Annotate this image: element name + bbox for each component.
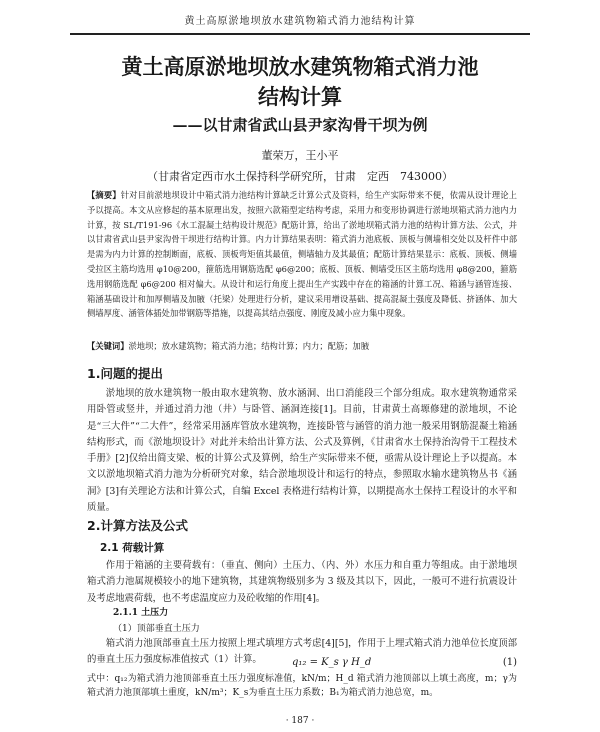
section-2-1-heading: 2.1 荷载计算 bbox=[100, 542, 165, 554]
section-2-1-paragraph: 作用于箱涵的主要荷载有：（垂直、侧向）土压力、（内、外）水压力和自重力等组成。由于淤地坝箱式消力池属规模较小的地下建筑物，其建筑物级别多为 3 级及其以下，因此，一般可不进行抗震设计及考虑地震荷载，也不考虑温度应力及砼收缩的作用[4]。 bbox=[87, 560, 517, 604]
section-1-heading: 1.问题的提出 bbox=[87, 366, 163, 381]
authors: 董荣万，王小平 bbox=[261, 149, 339, 162]
paper-title bbox=[0, 52, 600, 112]
section-2-1-1-paragraph: 箱式消力池顶部垂直土压力按照上埋式填埋方式考虑[4][5]，作用于上埋式箱式消力池单位长度顶部的垂直土压力强度标准值按式（1）计算。 bbox=[87, 638, 517, 666]
section-2-1-1-heading: 2.1.1 土压力 bbox=[113, 608, 169, 618]
keywords bbox=[87, 339, 517, 353]
equation-body: q₁₂ = K_s γ H_d bbox=[292, 657, 372, 668]
title-line-1: 黄土高原淤地坝放水建筑物箱式消力池 bbox=[121, 55, 479, 79]
equation-number: (1) bbox=[502, 657, 517, 668]
equation-1 bbox=[87, 657, 517, 673]
definitions-paragraph: 式中：q₁₂为箱式消力池顶部垂直土压力强度标准值，kN/m；H_d 箱式消力池顶部以上填土高度，m；γ为箱式消力池顶部填土重度，kN/m³；K_s为垂直土压力系数；B₁为箱式消力池总宽，m。 bbox=[87, 674, 517, 698]
abstract bbox=[87, 188, 517, 321]
paper-subtitle: ——以甘肃省武山县尹家沟骨干坝为例 bbox=[172, 116, 428, 134]
keywords-label: 【关键词】 bbox=[87, 341, 129, 351]
header-rule bbox=[70, 33, 530, 35]
affiliation: （甘肃省定西市水土保持科学研究所，甘肃 定西 743000） bbox=[147, 170, 453, 183]
running-head: 黄土高原淤地坝放水建筑物箱式消力池结构计算 bbox=[184, 16, 416, 27]
page-number: · 187 · bbox=[285, 716, 315, 726]
keywords-text: 淤地坝；放水建筑物；箱式消力池；结构计算；内力；配筋；加腋 bbox=[128, 341, 370, 351]
title-line-2: 结构计算 bbox=[258, 85, 342, 109]
list-item: （1）顶部垂直土压力 bbox=[113, 624, 200, 634]
abstract-label: 【摘要】 bbox=[87, 190, 121, 200]
section-2-heading: 2.计算方法及公式 bbox=[87, 518, 188, 533]
abstract-text: 针对目前淤地坝设计中箱式消力池结构计算缺乏计算公式及资料，给生产实际带来不便，依需从设计理论上予以提高。本文从应修起的基本原理出发，按照六款箱型定结构考虑，采用力和变形协调进行淤地坝箱式消力池内力计算，按 SL/T191-96《水工混凝土结构设计规范》配筋计算，给出了淤地坝箱式消力池的结构计算方法、公式，并以甘肃省武山县尹家沟骨干坝进行结构计算。内力计算结果表明：箱式消力池底板、顶板与侧墙相交处以及杆件中部是需为内力计算的控制断面，底板、顶板弯矩值其最值，侧墙轴力及其最值；配筋计算结果显示：底板、顶板、侧墙受拉区主筋均选用 φ10@200，箍筋选用钢筋选配 φ6@200；底板、顶板、侧墙受压区主筋均选用 φ8@200，箍筋选用钢筋选配 φ6@200 相对偏大。从设计和运行角度上提出生产实践中存在的箱涵的计算工况、箱涵与涵管连接、箱涵基础设计和加厚侧墙及加腋（托梁）处理进行分析，建议采用增设基础、提高混凝土强度及降低、挤涵体、加大侧墙厚度、涵管体插处加带钢筋等措施，以提高其结点强度、刚度及减小应力集中现象。 bbox=[87, 190, 517, 319]
section-1-paragraph: 淤地坝的放水建筑物一般由取水建筑物、放水涵洞、出口消能段三个部分组成。取水建筑物通常采用卧管或竖井，并通过消力池（井）与卧管、涵洞连接[1]。目前，甘肃黄土高塬修建的淤地坝，不论是“三大件”“二大件”，经常采用涵库管放水建筑物，连接卧管与涵管的消力池一般采用钢筋混凝土箱涵结构形式，而《淤地坝设计》对此并未给出计算方法、公式及算例，《甘肃省水土保持治沟骨干工程技术手册》[2]仅给出简支梁、板的计算公式及算例，给生产实际带来不便，亟需从设计理论上予以提高。本文以淤地坝箱式消力池为分析研究对象，结合淤地坝设计和运行的特点，参照取水输水建筑物丛书《涵洞》[3]有关理论方法和计算公式，自编 Excel 表格进行结构计算，以期提高水土保持工程设计的水平和质量。 bbox=[87, 388, 517, 514]
